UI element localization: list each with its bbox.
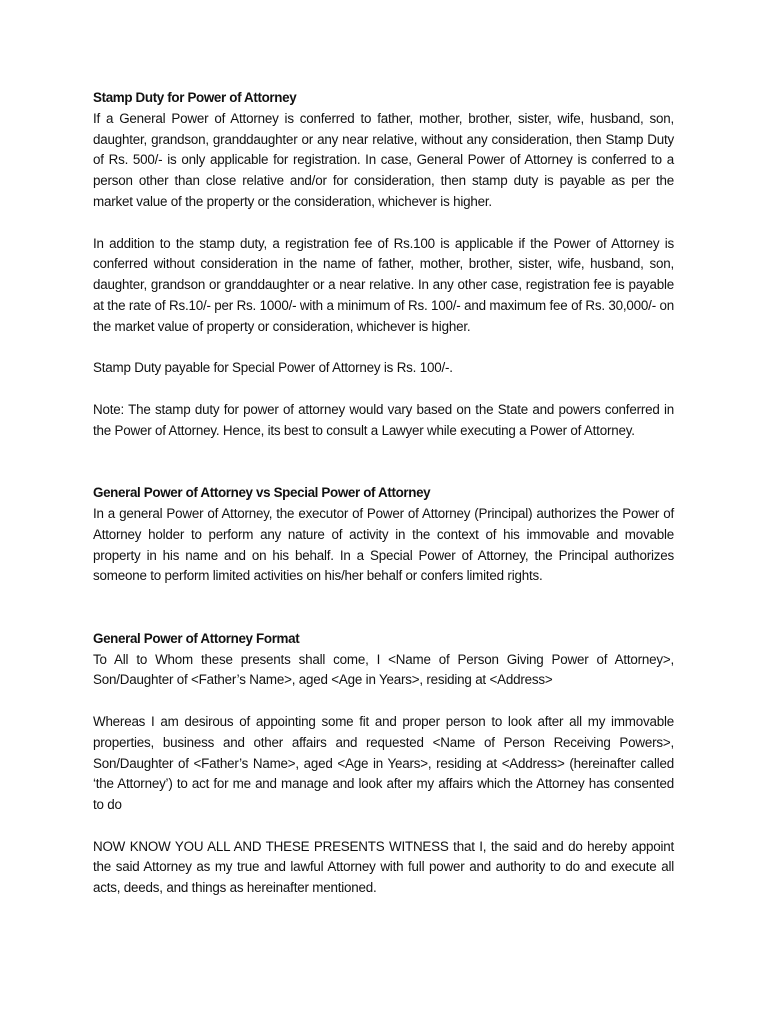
section-heading: General Power of Attorney Format: [93, 630, 300, 646]
paragraph: In addition to the stamp duty, a registration fee of Rs.100 is applicable if the Power of Attorney is conferred without consideration in the name of father, mother, brother, sister, wife, husband, son, daughter, grandson or granddaughter or a near relative. In any other case, registration fee is payable at the rate of Rs.10/- per Rs. 1000/- with a minimum of Rs. 100/- and maximum fee of Rs. 30,000/- on the market value of property or consideration, whichever is higher.: [93, 235, 674, 334]
paragraph: Whereas I am desirous of appointing some fit and proper person to look after all my immovable properties, business and other affairs and requested <Name of Person Receiving Powers>, Son/Daughter of <Father’s Name>, aged <Age in Years>, residing at <Address> (hereinafter called ‘the Attorney’) to act for me and manage and look after my affairs which the Attorney has consented to do: [93, 713, 674, 813]
paragraph: To All to Whom these presents shall come, I <Name of Person Giving Power of Attorney>, Son/Daughter of <Father’s Name>, aged <Age in Years>, residing at <Address>: [93, 651, 674, 688]
section-gpa-vs-spa: [93, 483, 674, 587]
paragraph: NOW KNOW YOU ALL AND THESE PRESENTS WITNESS that I, the said and do hereby appoint the said Attorney as my true and lawful Attorney with full power and authority to do and execute all acts, deeds, and things as hereinafter mentioned.: [93, 838, 674, 896]
paragraph: If a General Power of Attorney is conferred to father, mother, brother, sister, wife, husband, son, daughter, grandson, granddaughter or any near relative, without any consideration, then Stamp Duty of Rs. 500/- is only applicable for registration. In case, General Power of Attorney is conferred to a person other than close relative and/or for consideration, then stamp duty is payable as per the market value of the property or the consideration, whichever is higher.: [93, 110, 674, 209]
section-heading: General Power of Attorney vs Special Power of Attorney: [93, 485, 431, 501]
document-page: [93, 88, 674, 899]
section-gpa-format: [93, 629, 674, 899]
section-heading: Stamp Duty for Power of Attorney: [93, 90, 297, 105]
paragraph: Stamp Duty payable for Special Power of Attorney is Rs. 100/-.: [93, 360, 453, 376]
paragraph: Note: The stamp duty for power of attorney would vary based on the State and powers conferred in the Power of Attorney. Hence, its best to consult a Lawyer while executing a Power of Attorney.: [93, 401, 674, 438]
section-stamp-duty: [93, 88, 674, 442]
paragraph: In a general Power of Attorney, the executor of Power of Attorney (Principal) authorizes the Power of Attorney holder to perform any nature of activity in the context of his immovable and movable property in his name and on his behalf. In a Special Power of Attorney, the Principal authorizes someone to perform limited activities on his/her behalf or confers limited rights.: [93, 505, 674, 584]
